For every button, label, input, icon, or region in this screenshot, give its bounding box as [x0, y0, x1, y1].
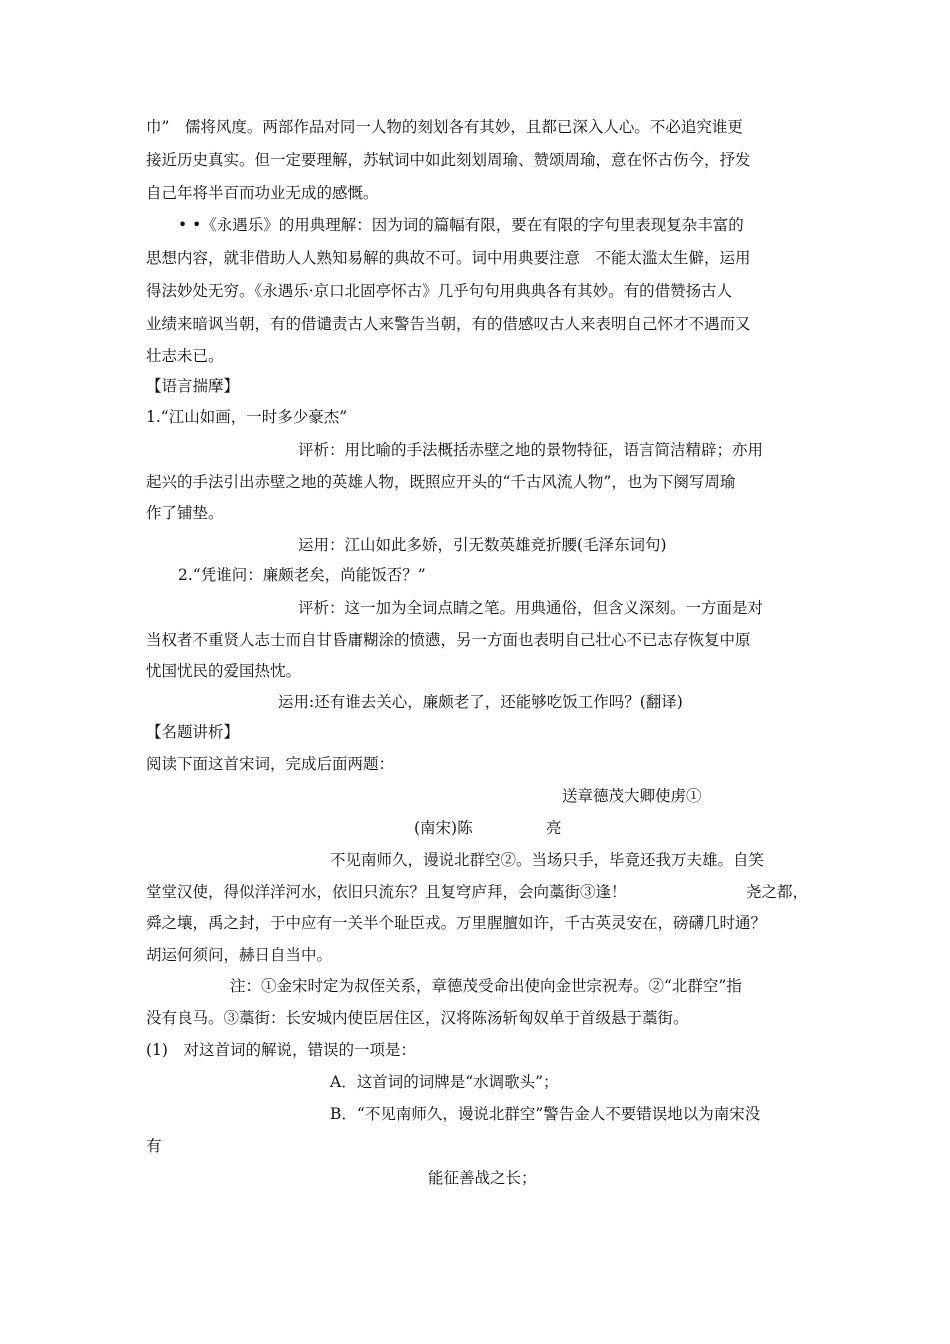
- poem-title: 送章德茂大卿使虏①: [562, 787, 702, 805]
- notes-line2: 没有良马。③藁街：长安城内使臣居住区，汉将陈汤斩匈奴单于首级悬于藁街。: [146, 1009, 689, 1027]
- item1-analysis-line3: 作了铺垫。: [146, 504, 224, 522]
- paragraph2-line3: 得法妙处无穷。《永遇乐·京口北固亭怀古》几乎句句用典典各有其妙。有的借赞扬古人: [146, 282, 733, 300]
- paragraph2-line4: 业绩来暗讽当朝，有的借谴责古人来警告当朝，有的借感叹古人来表明自己怀才不遇而又: [146, 315, 751, 333]
- paragraph1-line2: 接近历史真实。但一定要理解，苏轼词中如此刻划周瑜、赞颂周瑜，意在怀古伤今，抒发: [146, 151, 751, 169]
- item1-usage: 运用：江山如此多娇，引无数英雄竞折腰(毛泽东词句): [298, 536, 667, 554]
- poem-author-dynasty: (南宋)陈: [414, 819, 473, 837]
- paragraph1-line1: 巾” 儒将风度。两部作品对同一人物的刻划各有其妙，且都已深入人心。不必追究谁更: [146, 118, 743, 136]
- item1-analysis-line1: 评析：用比喻的手法概括赤壁之地的景物特征，语言简洁精辟；亦用: [298, 441, 764, 459]
- item2-analysis-line3: 忧国忧民的爱国热忱。: [146, 662, 302, 680]
- section-heading-language: 【语言揣摩】: [146, 377, 240, 395]
- section-heading-exam: 【名题讲析】: [146, 723, 240, 741]
- item2-analysis-line2: 当权者不重贤人志士而自甘昏庸糊涂的愤懑，另一方面也表明自己壮心不已志存恢复中原: [146, 631, 751, 649]
- paragraph2-line1: • •《永遇乐》的用典理解：因为词的篇幅有限，要在有限的字句里表现复杂丰富的: [178, 216, 744, 234]
- poem-line1: 不见南师久，谩说北群空②。当场只手，毕竟还我万夫雄。自笑: [330, 851, 765, 869]
- poem-line2b: 尧之都，: [746, 883, 809, 901]
- poem-line3: 舜之壤，禹之封，于中应有一关半个耻臣戎。万里腥膻如许，千古英灵安在，磅礴几时通？: [146, 914, 767, 932]
- question1-option-b-cont: 有: [146, 1137, 162, 1155]
- paragraph2-line5: 壮志未已。: [146, 347, 224, 365]
- item1-quote: 1.“江山如画，一时多少豪杰”: [146, 408, 348, 426]
- paragraph2-line2: 思想内容，就非借助人人熟知易解的典故不可。词中用典要注意 不能太滥太生僻，运用: [146, 249, 751, 267]
- item2-quote: 2.“凭谁问：廉颇老矣，尚能饭否？”: [178, 566, 426, 584]
- item1-analysis-line2: 起兴的手法引出赤壁之地的英雄人物，既照应开头的“千古风流人物”，也为下阕写周瑜: [146, 473, 736, 491]
- question1-stem: (1) 对这首词的解说，错误的一项是：: [146, 1041, 416, 1059]
- item2-analysis-line1: 评析：这一加为全词点睛之笔。用典通俗，但含义深刻。一方面是对: [298, 599, 764, 617]
- notes-line1: 注：①金宋时定为叔侄关系，章德茂受命出使向金世宗祝寿。②“北群空”指: [230, 977, 742, 995]
- question1-option-b: B．“不见南师久，谩说北群空”警告金人不要错误地以为南宋没: [330, 1105, 761, 1123]
- exam-intro: 阅读下面这首宋词，完成后面两题：: [146, 755, 395, 773]
- paragraph1-line3: 自己年将半百而功业无成的感慨。: [146, 184, 379, 202]
- poem-author-name: 亮: [546, 819, 562, 837]
- question1-option-b-cont2: 能征善战之长；: [428, 1169, 537, 1187]
- poem-line4: 胡运何须问，赫日自当中。: [146, 946, 333, 964]
- item2-usage: 运用:还有谁去关心，廉颇老了，还能够吃饭工作吗？(翻译): [278, 693, 683, 711]
- question1-option-a: A．这首词的词牌是“水调歌头”；: [330, 1073, 559, 1091]
- poem-line2a: 堂堂汉使，得似洋洋河水，依旧只流东？且复穹庐拜，会向藁街③逢！: [146, 883, 627, 901]
